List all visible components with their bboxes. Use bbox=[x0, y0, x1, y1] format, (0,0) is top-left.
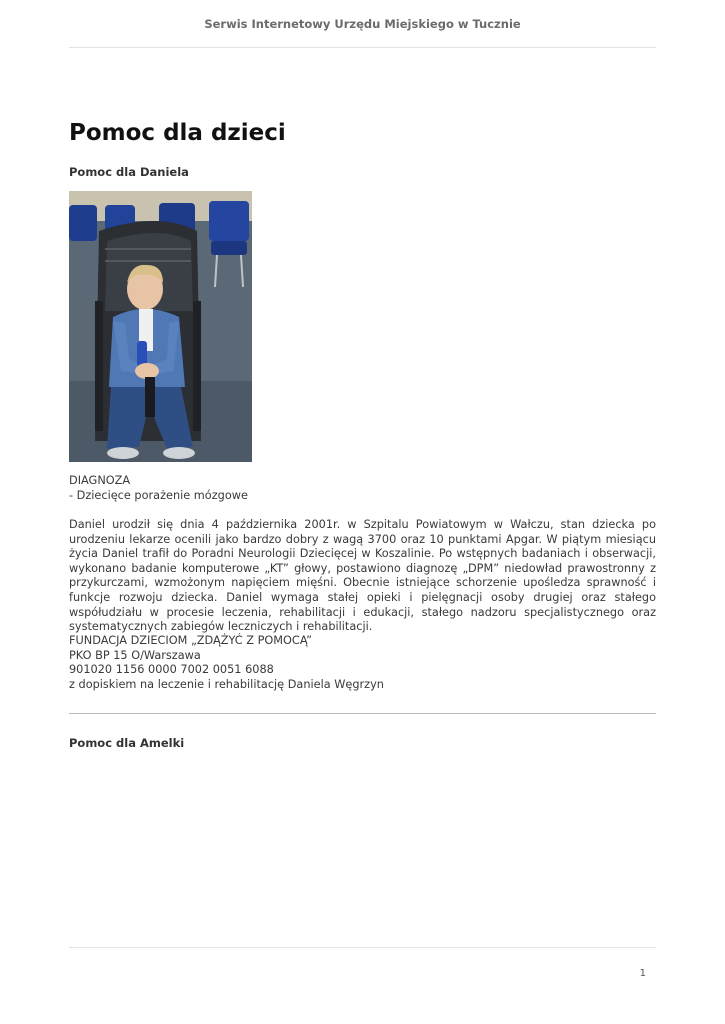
description-paragraph: Daniel urodził się dnia 4 października 2001r. w Szpitalu Powiatowym w Wałczu, stan dziecka po urodzeniu lekarze ocenili jako bardzo dobry z wagą 3700 oraz 10 punktami Apgar. W piątym miesiącu życia Daniel trafił do Poradni Neurologii Dziecięcej w Koszalinie. Po wstępnych badaniach i obserwacji, wykonano badanie komputerowe „KT” głowy, postawiono diagnozę „DPM” niedowład prawostronny z przykurczami, wzmożonym napięciem mięśni. Obecnie istniejące schorzenie upośledza sprawność i funkcje rozwoju dziecka. Daniel wymaga stałej opieki i pielęgnacji osoby drugiej oraz stałego współudziału w procesie leczenia, rehabilitacji i edukacji, stałego nadzoru specjalistycznego oraz systematycznych zabiegów leczniczych i rehabilitacji. bbox=[69, 518, 656, 634]
bank-name: PKO BP 15 O/Warszawa bbox=[69, 648, 201, 662]
account-number: 901020 1156 0000 7002 0051 6088 bbox=[69, 663, 274, 677]
article-title-daniel[interactable]: Pomoc dla Daniela bbox=[69, 165, 189, 179]
foundation-name: FUNDACJA DZIECIOM „ZDĄŻYĆ Z POMOCĄ” bbox=[69, 634, 313, 647]
article-title-amelka[interactable]: Pomoc dla Amelki bbox=[69, 736, 185, 750]
page-number: 1 bbox=[639, 968, 646, 979]
article-divider bbox=[69, 713, 656, 714]
donation-info bbox=[69, 634, 656, 692]
footer-divider bbox=[69, 947, 656, 948]
diagnosis-block bbox=[69, 474, 656, 503]
child-in-stroller-photo bbox=[69, 191, 252, 462]
diagnosis-item: - Dziecięce porażenie mózgowe bbox=[69, 488, 248, 502]
site-header: Serwis Internetowy Urzędu Miejskiego w Tucznie bbox=[204, 17, 521, 31]
page-title: Pomoc dla dzieci bbox=[69, 120, 286, 146]
header-divider bbox=[69, 47, 656, 48]
diagnosis-heading: DIAGNOZA bbox=[69, 474, 131, 487]
article-description bbox=[69, 518, 656, 635]
donation-note: z dopiskiem na leczenie i rehabilitację Daniela Węgrzyn bbox=[69, 677, 384, 691]
